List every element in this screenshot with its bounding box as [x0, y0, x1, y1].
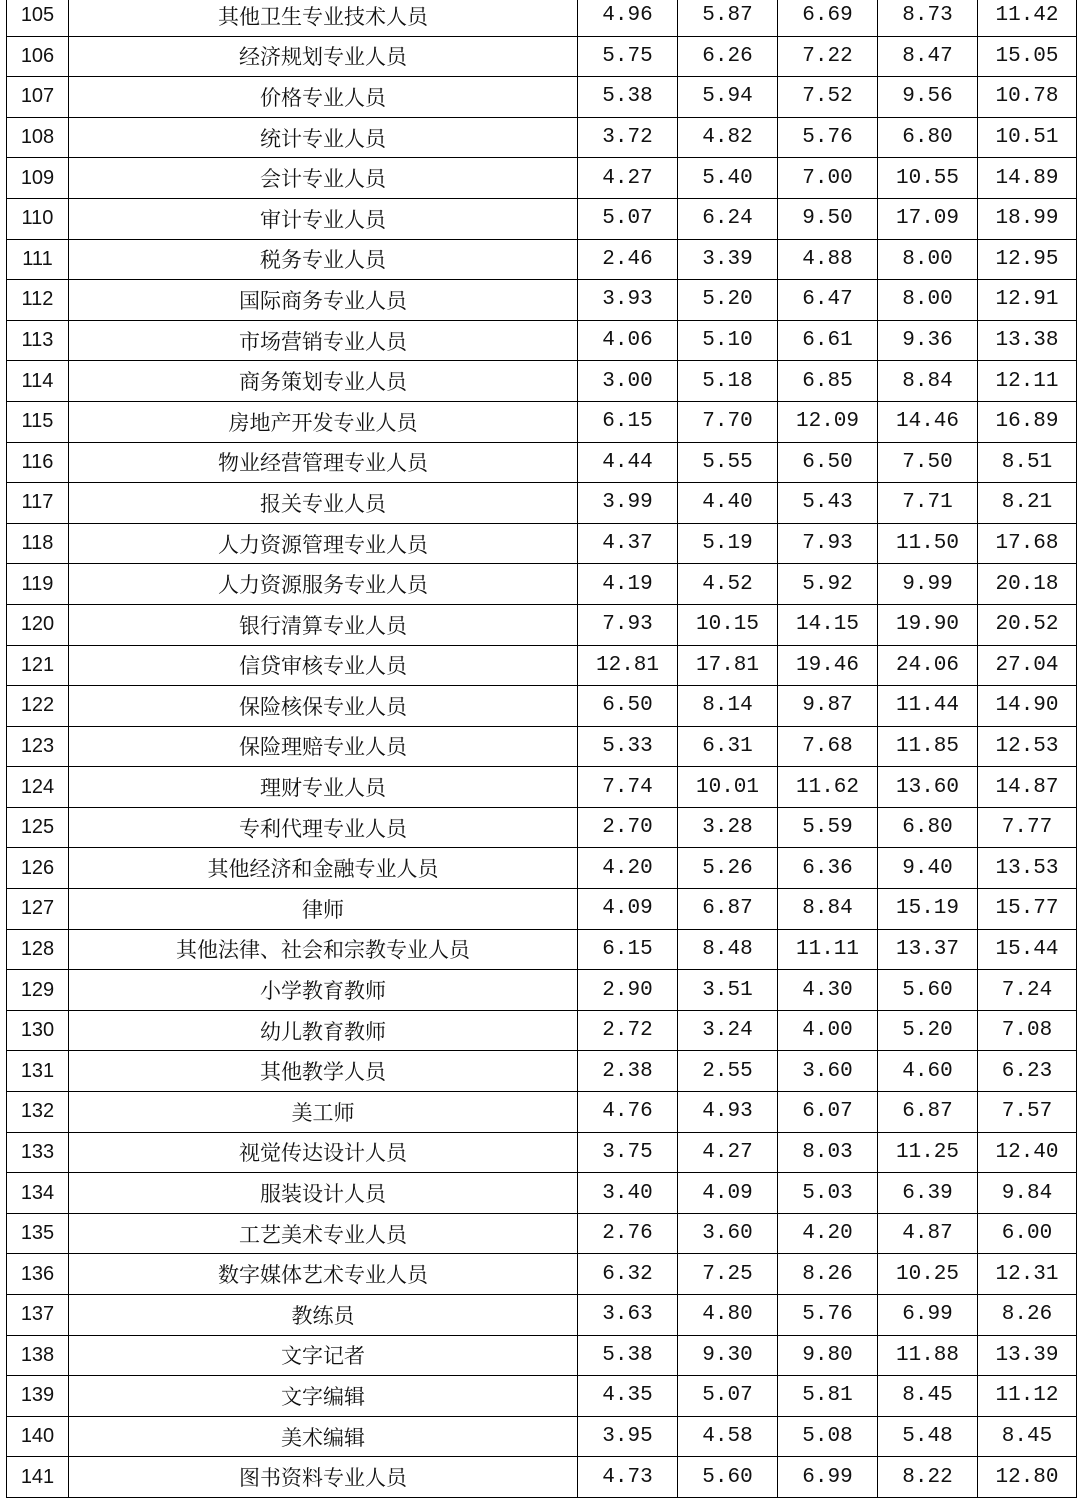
wage-value: 5.76 [778, 117, 878, 158]
occupation-name: 文字编辑 [69, 1376, 578, 1417]
wage-value: 9.99 [878, 564, 978, 605]
wage-value: 17.68 [978, 523, 1077, 564]
table-row [7, 401, 1077, 442]
table-row [7, 686, 1077, 727]
wage-value: 12.81 [578, 645, 678, 686]
wage-value: 7.74 [578, 767, 678, 808]
wage-value: 6.87 [878, 1092, 978, 1133]
wage-value: 6.39 [878, 1173, 978, 1214]
occupation-name: 统计专业人员 [69, 117, 578, 158]
occupation-name: 专利代理专业人员 [69, 807, 578, 848]
wage-value: 4.19 [578, 564, 678, 605]
table-row [7, 1457, 1077, 1498]
wage-value: 5.03 [778, 1173, 878, 1214]
table-row [7, 1213, 1077, 1254]
wage-value: 11.42 [978, 0, 1077, 36]
table-row [7, 564, 1077, 605]
wage-value: 4.35 [578, 1376, 678, 1417]
row-number: 137 [7, 1295, 69, 1336]
wage-value: 6.00 [978, 1213, 1077, 1254]
wage-value: 7.71 [878, 483, 978, 524]
table-row [7, 807, 1077, 848]
wage-value: 5.60 [678, 1457, 778, 1498]
wage-value: 4.96 [578, 0, 678, 36]
wage-value: 4.09 [678, 1173, 778, 1214]
wage-value: 3.95 [578, 1416, 678, 1457]
wage-value: 3.99 [578, 483, 678, 524]
row-number: 122 [7, 686, 69, 727]
wage-value: 8.84 [778, 889, 878, 930]
wage-value: 4.27 [578, 158, 678, 199]
wage-value: 10.55 [878, 158, 978, 199]
wage-value: 9.84 [978, 1173, 1077, 1214]
wage-value: 5.20 [878, 1010, 978, 1051]
wage-value: 19.46 [778, 645, 878, 686]
wage-value: 4.52 [678, 564, 778, 605]
wage-value: 8.73 [878, 0, 978, 36]
occupation-name: 美术编辑 [69, 1416, 578, 1457]
occupation-name: 人力资源管理专业人员 [69, 523, 578, 564]
wage-value: 5.92 [778, 564, 878, 605]
table-row [7, 604, 1077, 645]
wage-value: 4.37 [578, 523, 678, 564]
wage-value: 4.80 [678, 1295, 778, 1336]
row-number: 125 [7, 807, 69, 848]
wage-value: 8.48 [678, 929, 778, 970]
wage-value: 7.93 [778, 523, 878, 564]
wage-value: 8.22 [878, 1457, 978, 1498]
wage-value: 2.70 [578, 807, 678, 848]
table-row [7, 239, 1077, 280]
occupation-name: 银行清算专业人员 [69, 604, 578, 645]
wage-value: 9.40 [878, 848, 978, 889]
occupation-name: 信贷审核专业人员 [69, 645, 578, 686]
wage-value: 12.95 [978, 239, 1077, 280]
wage-value: 6.80 [878, 807, 978, 848]
occupation-name: 审计专业人员 [69, 198, 578, 239]
row-number: 112 [7, 280, 69, 321]
row-number: 110 [7, 198, 69, 239]
wage-value: 4.60 [878, 1051, 978, 1092]
wage-value: 5.40 [678, 158, 778, 199]
table-row [7, 1295, 1077, 1336]
occupation-name: 保险核保专业人员 [69, 686, 578, 727]
wage-value: 8.45 [878, 1376, 978, 1417]
wage-value: 10.78 [978, 77, 1077, 118]
wage-value: 6.31 [678, 726, 778, 767]
wage-value: 5.10 [678, 320, 778, 361]
occupation-name: 价格专业人员 [69, 77, 578, 118]
wage-value: 15.19 [878, 889, 978, 930]
wage-value: 2.38 [578, 1051, 678, 1092]
wage-value: 12.80 [978, 1457, 1077, 1498]
wage-value: 5.48 [878, 1416, 978, 1457]
table-row [7, 1092, 1077, 1133]
wage-value: 7.50 [878, 442, 978, 483]
wage-value: 7.77 [978, 807, 1077, 848]
wage-value: 6.32 [578, 1254, 678, 1295]
wage-value: 12.53 [978, 726, 1077, 767]
wage-value: 10.51 [978, 117, 1077, 158]
table-row [7, 1173, 1077, 1214]
wage-value: 12.40 [978, 1132, 1077, 1173]
table-row [7, 1416, 1077, 1457]
wage-value: 3.28 [678, 807, 778, 848]
table-row [7, 0, 1077, 36]
row-number: 114 [7, 361, 69, 402]
row-number: 140 [7, 1416, 69, 1457]
wage-value: 2.72 [578, 1010, 678, 1051]
wage-value: 8.47 [878, 36, 978, 77]
table-row [7, 889, 1077, 930]
row-number: 106 [7, 36, 69, 77]
occupation-name: 经济规划专业人员 [69, 36, 578, 77]
wage-value: 6.61 [778, 320, 878, 361]
wage-value: 14.46 [878, 401, 978, 442]
wage-value: 4.58 [678, 1416, 778, 1457]
wage-value: 9.30 [678, 1335, 778, 1376]
table-row [7, 280, 1077, 321]
row-number: 134 [7, 1173, 69, 1214]
row-number: 133 [7, 1132, 69, 1173]
row-number: 131 [7, 1051, 69, 1092]
wage-value: 6.24 [678, 198, 778, 239]
table-row [7, 645, 1077, 686]
wage-value: 13.38 [978, 320, 1077, 361]
table-row [7, 726, 1077, 767]
table-row [7, 929, 1077, 970]
wage-value: 11.11 [778, 929, 878, 970]
occupation-name: 文字记者 [69, 1335, 578, 1376]
table-row [7, 198, 1077, 239]
wage-value: 5.19 [678, 523, 778, 564]
wage-value: 24.06 [878, 645, 978, 686]
wage-value: 11.25 [878, 1132, 978, 1173]
wage-value: 9.56 [878, 77, 978, 118]
wage-value: 14.15 [778, 604, 878, 645]
wage-value: 6.15 [578, 929, 678, 970]
wage-value: 3.60 [678, 1213, 778, 1254]
wage-value: 6.07 [778, 1092, 878, 1133]
wage-value: 6.50 [778, 442, 878, 483]
row-number: 115 [7, 401, 69, 442]
table-row [7, 523, 1077, 564]
occupation-name: 其他卫生专业技术人员 [69, 0, 578, 36]
wage-value: 5.38 [578, 1335, 678, 1376]
wage-value: 6.99 [878, 1295, 978, 1336]
row-number: 136 [7, 1254, 69, 1295]
wage-value: 7.70 [678, 401, 778, 442]
wage-value: 9.36 [878, 320, 978, 361]
row-number: 121 [7, 645, 69, 686]
table-row [7, 442, 1077, 483]
wage-value: 8.26 [978, 1295, 1077, 1336]
wage-value: 3.93 [578, 280, 678, 321]
table-row [7, 361, 1077, 402]
wage-value: 5.59 [778, 807, 878, 848]
wage-value: 7.00 [778, 158, 878, 199]
occupation-name: 其他教学人员 [69, 1051, 578, 1092]
table-body [7, 0, 1077, 1497]
row-number: 118 [7, 523, 69, 564]
wage-value: 8.21 [978, 483, 1077, 524]
row-number: 113 [7, 320, 69, 361]
wage-value: 8.00 [878, 280, 978, 321]
wage-value: 15.05 [978, 36, 1077, 77]
wage-value: 10.25 [878, 1254, 978, 1295]
occupation-name: 视觉传达设计人员 [69, 1132, 578, 1173]
occupation-name: 其他法律、社会和宗教专业人员 [69, 929, 578, 970]
occupation-name: 会计专业人员 [69, 158, 578, 199]
table-row [7, 320, 1077, 361]
wage-value: 8.00 [878, 239, 978, 280]
row-number: 132 [7, 1092, 69, 1133]
wage-value: 20.52 [978, 604, 1077, 645]
wage-value: 3.40 [578, 1173, 678, 1214]
wage-value: 17.09 [878, 198, 978, 239]
wage-value: 6.50 [578, 686, 678, 727]
wage-value: 7.25 [678, 1254, 778, 1295]
wage-value: 7.68 [778, 726, 878, 767]
occupation-name: 小学教育教师 [69, 970, 578, 1011]
wage-value: 8.14 [678, 686, 778, 727]
row-number: 141 [7, 1457, 69, 1498]
wage-value: 5.60 [878, 970, 978, 1011]
wage-value: 8.45 [978, 1416, 1077, 1457]
wage-value: 10.15 [678, 604, 778, 645]
occupation-name: 房地产开发专业人员 [69, 401, 578, 442]
row-number: 107 [7, 77, 69, 118]
wage-value: 5.87 [678, 0, 778, 36]
occupation-name: 报关专业人员 [69, 483, 578, 524]
wage-value: 6.15 [578, 401, 678, 442]
occupation-name: 图书资料专业人员 [69, 1457, 578, 1498]
wage-value: 2.46 [578, 239, 678, 280]
wage-value: 5.07 [678, 1376, 778, 1417]
wage-value: 4.93 [678, 1092, 778, 1133]
row-number: 117 [7, 483, 69, 524]
row-number: 135 [7, 1213, 69, 1254]
row-number: 123 [7, 726, 69, 767]
row-number: 108 [7, 117, 69, 158]
wage-value: 5.20 [678, 280, 778, 321]
row-number: 111 [7, 239, 69, 280]
table-row [7, 36, 1077, 77]
occupation-name: 商务策划专业人员 [69, 361, 578, 402]
wage-value: 9.87 [778, 686, 878, 727]
wage-value: 6.69 [778, 0, 878, 36]
wage-value: 5.76 [778, 1295, 878, 1336]
wage-value: 3.72 [578, 117, 678, 158]
occupation-name: 物业经营管理专业人员 [69, 442, 578, 483]
wage-value: 7.24 [978, 970, 1077, 1011]
wage-value: 6.85 [778, 361, 878, 402]
wage-value: 3.75 [578, 1132, 678, 1173]
occupation-name: 教练员 [69, 1295, 578, 1336]
wage-value: 4.88 [778, 239, 878, 280]
wage-value: 10.01 [678, 767, 778, 808]
occupation-name: 律师 [69, 889, 578, 930]
wage-value: 4.06 [578, 320, 678, 361]
wage-value: 3.39 [678, 239, 778, 280]
wage-value: 5.26 [678, 848, 778, 889]
wage-value: 27.04 [978, 645, 1077, 686]
wage-value: 12.91 [978, 280, 1077, 321]
wage-value: 4.20 [778, 1213, 878, 1254]
wage-value: 4.76 [578, 1092, 678, 1133]
wage-value: 5.81 [778, 1376, 878, 1417]
wage-value: 3.51 [678, 970, 778, 1011]
table-row [7, 1132, 1077, 1173]
wage-value: 15.44 [978, 929, 1077, 970]
wage-value: 13.60 [878, 767, 978, 808]
wage-value: 8.51 [978, 442, 1077, 483]
wage-value: 7.08 [978, 1010, 1077, 1051]
occupation-name: 人力资源服务专业人员 [69, 564, 578, 605]
wage-value: 12.09 [778, 401, 878, 442]
wage-value: 6.87 [678, 889, 778, 930]
wage-value: 7.57 [978, 1092, 1077, 1133]
table-row [7, 483, 1077, 524]
table-row [7, 77, 1077, 118]
table-row [7, 970, 1077, 1011]
wage-value: 4.40 [678, 483, 778, 524]
wage-value: 8.03 [778, 1132, 878, 1173]
table-row [7, 1051, 1077, 1092]
wage-value: 7.93 [578, 604, 678, 645]
wage-value: 13.53 [978, 848, 1077, 889]
row-number: 105 [7, 0, 69, 36]
row-number: 126 [7, 848, 69, 889]
wage-value: 13.39 [978, 1335, 1077, 1376]
occupation-name: 美工师 [69, 1092, 578, 1133]
wage-value: 11.50 [878, 523, 978, 564]
wage-value: 11.62 [778, 767, 878, 808]
wage-value: 5.18 [678, 361, 778, 402]
occupation-name: 国际商务专业人员 [69, 280, 578, 321]
wage-value: 20.18 [978, 564, 1077, 605]
wage-value: 14.89 [978, 158, 1077, 199]
row-number: 139 [7, 1376, 69, 1417]
wage-value: 6.36 [778, 848, 878, 889]
table-row [7, 117, 1077, 158]
occupation-name: 市场营销专业人员 [69, 320, 578, 361]
wage-value: 4.09 [578, 889, 678, 930]
wage-value: 4.20 [578, 848, 678, 889]
occupation-name: 保险理赔专业人员 [69, 726, 578, 767]
wage-value: 9.80 [778, 1335, 878, 1376]
wage-value: 6.23 [978, 1051, 1077, 1092]
wage-value: 11.44 [878, 686, 978, 727]
wage-value: 17.81 [678, 645, 778, 686]
table-row [7, 158, 1077, 199]
wage-value: 4.82 [678, 117, 778, 158]
wage-value: 5.33 [578, 726, 678, 767]
occupation-name: 服装设计人员 [69, 1173, 578, 1214]
wage-value: 6.80 [878, 117, 978, 158]
row-number: 130 [7, 1010, 69, 1051]
wage-value: 2.76 [578, 1213, 678, 1254]
wage-value: 4.30 [778, 970, 878, 1011]
wage-value: 2.90 [578, 970, 678, 1011]
wage-value: 4.73 [578, 1457, 678, 1498]
occupation-name: 理财专业人员 [69, 767, 578, 808]
wage-value: 5.94 [678, 77, 778, 118]
wage-value: 2.55 [678, 1051, 778, 1092]
wage-value: 14.90 [978, 686, 1077, 727]
wage-value: 13.37 [878, 929, 978, 970]
table-row [7, 1335, 1077, 1376]
wage-value: 6.99 [778, 1457, 878, 1498]
table-row [7, 767, 1077, 808]
table-row [7, 1254, 1077, 1295]
wage-value: 9.50 [778, 198, 878, 239]
wage-value: 5.75 [578, 36, 678, 77]
occupation-name: 数字媒体艺术专业人员 [69, 1254, 578, 1295]
wage-value: 18.99 [978, 198, 1077, 239]
wage-table [6, 0, 1077, 1498]
wage-value: 3.00 [578, 361, 678, 402]
wage-value: 5.08 [778, 1416, 878, 1457]
wage-value: 11.12 [978, 1376, 1077, 1417]
wage-value: 4.27 [678, 1132, 778, 1173]
wage-value: 7.22 [778, 36, 878, 77]
wage-value: 4.00 [778, 1010, 878, 1051]
table-row [7, 848, 1077, 889]
wage-value: 4.87 [878, 1213, 978, 1254]
wage-value: 5.07 [578, 198, 678, 239]
wage-value: 8.26 [778, 1254, 878, 1295]
wage-value: 19.90 [878, 604, 978, 645]
row-number: 127 [7, 889, 69, 930]
row-number: 119 [7, 564, 69, 605]
wage-value: 3.60 [778, 1051, 878, 1092]
occupation-name: 税务专业人员 [69, 239, 578, 280]
occupation-name: 幼儿教育教师 [69, 1010, 578, 1051]
wage-value: 3.63 [578, 1295, 678, 1336]
wage-value: 6.26 [678, 36, 778, 77]
wage-value: 11.88 [878, 1335, 978, 1376]
wage-value: 16.89 [978, 401, 1077, 442]
row-number: 128 [7, 929, 69, 970]
table-row [7, 1376, 1077, 1417]
wage-value: 12.31 [978, 1254, 1077, 1295]
wage-value: 12.11 [978, 361, 1077, 402]
row-number: 138 [7, 1335, 69, 1376]
wage-value: 14.87 [978, 767, 1077, 808]
row-number: 120 [7, 604, 69, 645]
row-number: 116 [7, 442, 69, 483]
wage-value: 3.24 [678, 1010, 778, 1051]
wage-value: 6.47 [778, 280, 878, 321]
table-row [7, 1010, 1077, 1051]
row-number: 129 [7, 970, 69, 1011]
wage-value: 5.43 [778, 483, 878, 524]
wage-value: 7.52 [778, 77, 878, 118]
occupation-name: 其他经济和金融专业人员 [69, 848, 578, 889]
row-number: 124 [7, 767, 69, 808]
occupation-name: 工艺美术专业人员 [69, 1213, 578, 1254]
wage-value: 11.85 [878, 726, 978, 767]
wage-value: 5.55 [678, 442, 778, 483]
wage-value: 15.77 [978, 889, 1077, 930]
wage-value: 5.38 [578, 77, 678, 118]
wage-value: 4.44 [578, 442, 678, 483]
wage-value: 8.84 [878, 361, 978, 402]
row-number: 109 [7, 158, 69, 199]
